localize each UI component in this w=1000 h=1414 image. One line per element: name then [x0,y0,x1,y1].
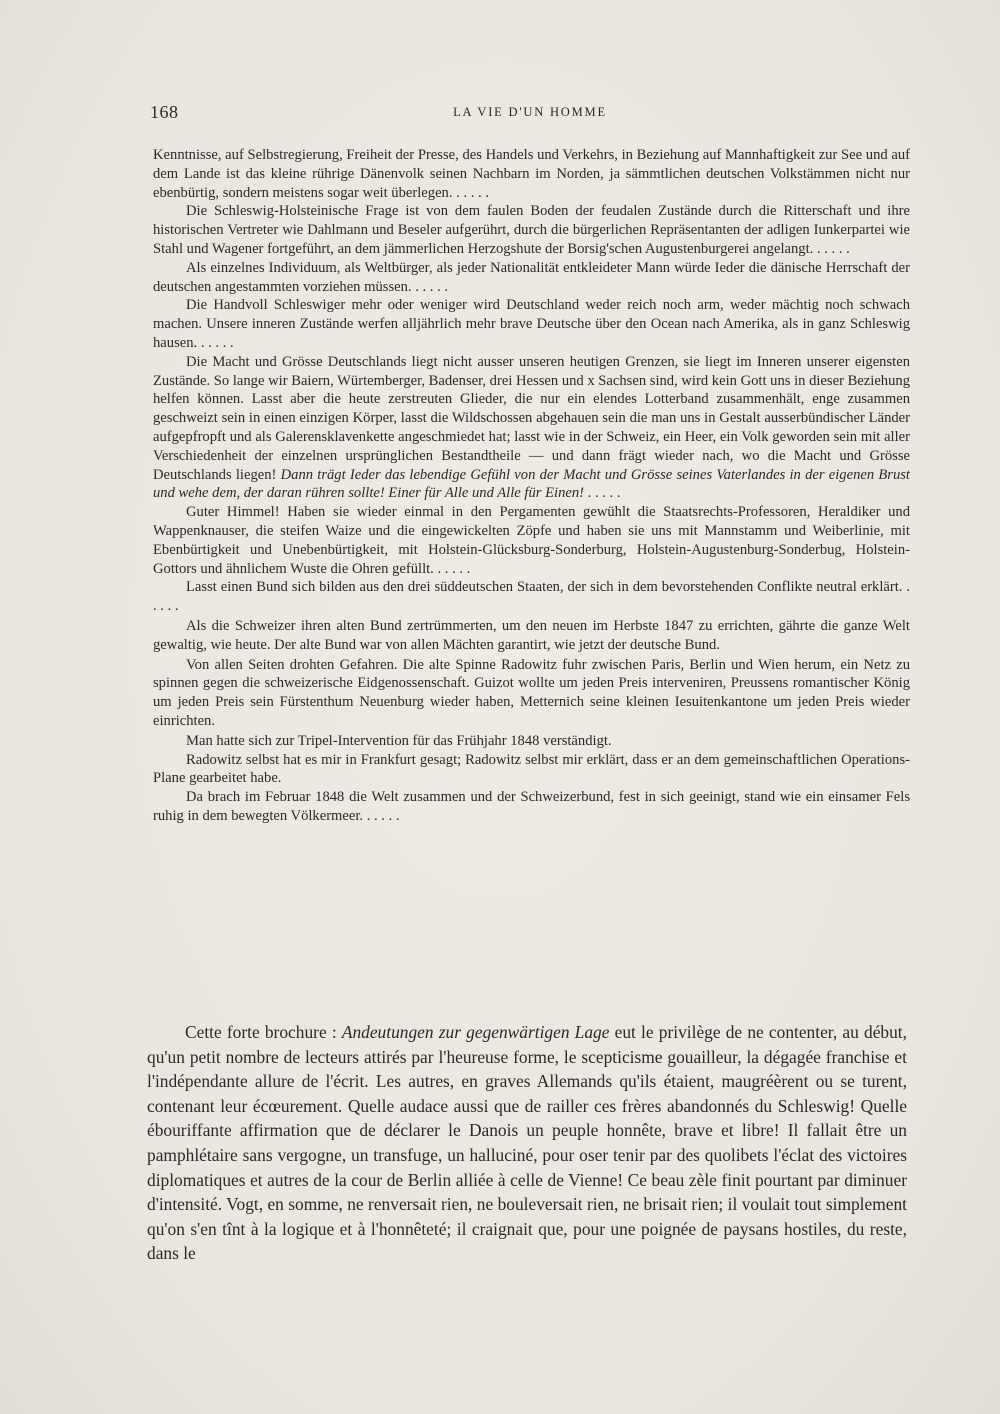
running-title: LA VIE D'UN HOMME [453,105,607,119]
quote-paragraph: Als einzelnes Individuum, als Weltbürger, als jeder Nationalität entkleideter Mann würde Ieder die dänische Herrschaft der deutschen angestammten vorziehen müssen. . . . . . [153,259,910,295]
quote-paragraph: Lasst einen Bund sich bilden aus den drei süddeutschen Staaten, der sich in dem bevorstehenden Conflikte neutral erklärt. . . . . . [153,579,910,615]
quote-ellipsis: . . . . . [584,485,621,502]
quote-paragraph: Radowitz selbst hat es mir in Frankfurt gesagt; Radowitz selbst mir erklärt, dass er an dem gemeinschaftlichen Operations-Plane gearbeitet habe. [153,751,910,787]
french-body-text [147,1020,907,1266]
page-number: 168 [150,102,179,122]
body-paragraph [147,1020,907,1266]
quote-paragraph [153,353,910,503]
quote-text: Die Macht und Grösse Deutschlands liegt nicht ausser unseren heutigen Grenzen, sie liegt im Inneren unserer eigensten Zustände. So lange wir Baiern, Würtemberger, Badenser, drei Hessen und x Sachsen sind, wird kein Gott uns in dieser Beziehung helfen können. Lasst aber die heute zerstreuten Glieder, die nur ein elendes Lotterband zusammenhält, enge zusammen geschweizt sein in einen einzigen Körper, lasst die Wildschossen abgehauen sein die man uns in Gestalt ausserbündischer Länder aufgepfropft und als Galerensklavenkette angeschmiedet hat; lasst wie in der Schweiz, ein Heer, ein Volk geworden sein mit aller Verschiedenheit der einzelnen ursprünglichen Bestandtheile — und dann frägt wieder nach, wo die Macht und Grösse Deutschlands liegen! [153,353,910,483]
quote-paragraph: Die Handvoll Schleswiger mehr oder weniger wird Deutschland weder reich noch arm, weder mächtig noch schwach machen. Unsere inneren Zustände werfen alljährlich mehr brave Deutsche über den Ocean nach Amerika, als in ganz Schleswig hausen. . . . . . [153,297,910,351]
quote-paragraph: Da brach im Februar 1848 die Welt zusammen und der Schweizerbund, fest in sich geeinigt, stand wie ein einsamer Fels ruhig in dem bewegten Völkermeer. . . . . . [153,789,910,824]
quote-paragraph: Guter Himmel! Haben sie wieder einmal in den Pergamenten gewühlt die Staatsrechts-Professoren, Heraldiker und Wappenknauser, die steifen Waize und die eingewickelten Zöpfe und haben sie uns mit Mannstamm und Weiberlinie, mit Ebenbürtigkeit und Unebenbürtigkeit, mit Holstein-Glücksburg-Sonderburg, Holstein-Augustenburg-Sonderbug, Holstein-Gottors und ähnlichem Wuste die Ohren gefüllt. . . . . . [153,504,910,577]
quote-paragraph: Von allen Seiten drohten Gefahren. Die alte Spinne Radowitz fuhr zwischen Paris, Berlin und Wien herum, ein Netz zu spinnen gegen die schweizerische Eidgenossenschaft. Guizot wollte um jeden Preis interveniren, Preussens romantischer König um jeden Preis sein Fürstenthum Neuenburg wieder haben, Metternich seine kleinen Iesuitenkantone um jeden Preis wieder einrichten. [153,656,910,729]
running-head [150,102,910,126]
quote-paragraph: Kenntnisse, auf Selbstregierung, Freiheit der Presse, des Handels und Verkehrs, in Beziehung auf Mannhaftigkeit zur See und auf dem Lande ist das kleine rührige Dänenvolk seinen Nachbarn im Norden, ja sämmtlichen deutschen Volkstämmen nicht nur ebenbürtig, sondern meistens sogar weit überlegen. . . . . . [153,147,910,201]
german-quotation [153,146,910,826]
quote-paragraph: Man hatte sich zur Tripel-Intervention für das Frühjahr 1848 verständigt. [186,732,612,749]
body-lead: Cette forte brochure : [185,1022,342,1042]
quote-paragraph: Als die Schweizer ihren alten Bund zertrümmerten, um den neuen im Herbste 1847 zu errichten, gährte die ganze Welt gewaltig, wie heute. Der alte Bund war von allen Mächten garantirt, wie jetzt der deutsche Bund. [153,617,910,653]
quote-paragraph: Die Schleswig-Holsteinische Frage ist von dem faulen Boden der feudalen Zustände durch die Ritterschaft und ihre historischen Vertreter wie Dahlmann und Beseler aufgerührt, durch die bürgerlichen Repräsentanten der adligen Iunkerpartei wie Stahl und Wagener fortgeführt, an dem jämmerlichen Herzogshute der Borsig'schen Augustenburgerei angelangt. . . . . . [153,203,910,257]
brochure-title: Andeutungen zur gegenwärtigen Lage [341,1022,610,1042]
quote-italic-text: Dann trägt Ieder das lebendige Gefühl von der Macht und Grösse seines Vaterlandes in der eigenen Brust und wehe dem, der daran rühren sollte! Einer für Alle und Alle für Einen! [153,466,910,502]
body-rest: eut le privilège de ne contenter, au début, qu'un petit nombre de lecteurs attirés par l'heureuse forme, le scepticisme gouailleur, la dégagée franchise et l'indépendante allure de l'écrit. Les autres, en graves Allemands qu'ils étaient, maugréèrent ou se turent, contenant leur écœurement. Quelle audace aussi que de railler ces frères abandonnés du Schleswig! Quelle ébouriffante affirmation que de déclarer le Danois un peuple honnête, brave et libre! Il fallait être un pamphlétaire sans vergogne, un transfuge, un halluciné, pour oser tenir par des quolibets l'éclat des victoires diplomatiques et autres de la cour de Berlin alliée à celle de Vienne! Ce beau zèle finit pourtant par diminuer d'intensité. Vogt, en somme, ne renversait rien, ne bouleversait rien, ne brisait rien; il voulait tout simplement qu'on s'en tînt à la logique et à l'honnêteté; il craignait que, pour une poignée de paysans hostiles, du reste, dans le [147,1022,907,1264]
